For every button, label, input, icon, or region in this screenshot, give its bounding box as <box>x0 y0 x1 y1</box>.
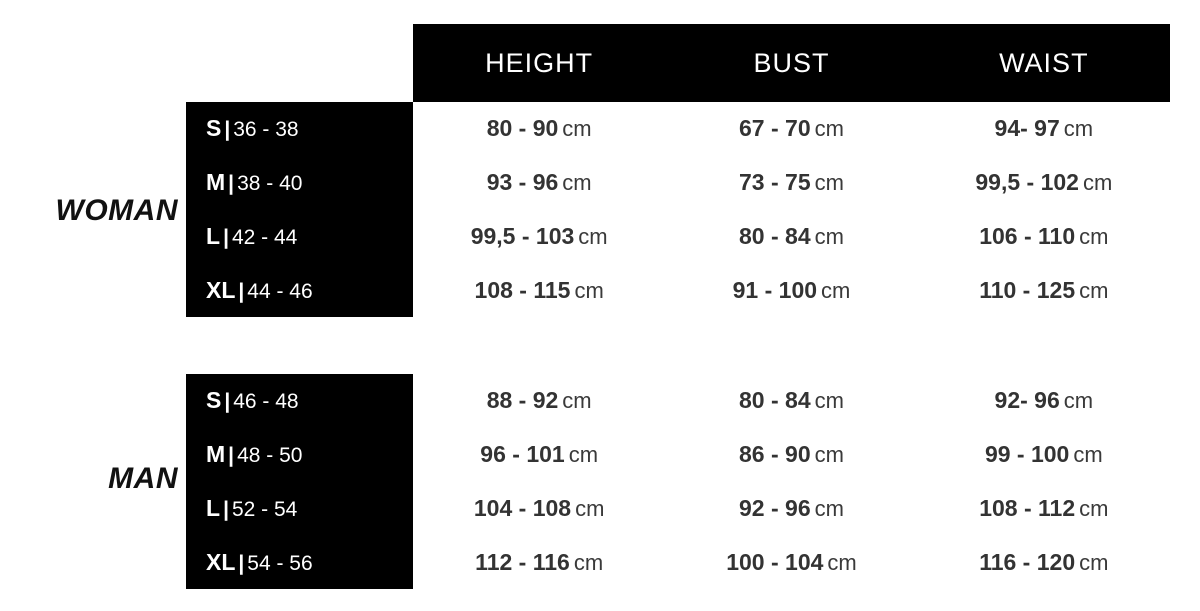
size-cell <box>186 495 413 522</box>
size-label: M <box>206 169 226 196</box>
height-unit: cm <box>562 170 592 196</box>
size-separator: | <box>238 551 245 575</box>
height-cell <box>413 169 665 196</box>
height-cell <box>413 441 665 468</box>
height-value: 104 - 108 <box>473 494 572 521</box>
size-cell <box>186 169 413 196</box>
height-unit: cm <box>578 223 608 249</box>
size-cell <box>186 115 413 142</box>
waist-unit: cm <box>1082 170 1113 196</box>
size-label: M <box>206 441 226 468</box>
table-row <box>186 102 1170 156</box>
table-body-woman <box>186 102 1170 317</box>
bust-unit: cm <box>814 442 844 468</box>
bust-value: 80 - 84 <box>739 222 811 249</box>
size-cell <box>186 277 413 304</box>
size-cell <box>186 441 413 468</box>
size-range: 44 - 46 <box>247 279 313 303</box>
height-value: 93 - 96 <box>486 169 559 196</box>
waist-value: 106 - 110 <box>979 222 1076 249</box>
waist-cell <box>918 549 1170 576</box>
bust-cell <box>665 495 917 522</box>
waist-value: 116 - 120 <box>979 548 1076 575</box>
size-range: 54 - 56 <box>247 551 313 575</box>
size-label: XL <box>206 276 236 303</box>
bust-cell <box>665 387 917 414</box>
height-unit: cm <box>573 549 604 575</box>
size-range: 46 - 48 <box>233 390 299 414</box>
size-range: 52 - 54 <box>231 497 298 521</box>
size-cell <box>186 387 413 414</box>
bust-value: 91 - 100 <box>732 276 818 303</box>
height-cell <box>413 549 665 576</box>
table-row <box>186 210 1170 264</box>
waist-unit: cm <box>1079 549 1109 575</box>
group-label-woman: WOMAN <box>55 194 178 227</box>
waist-cell <box>918 169 1170 196</box>
height-value: 80 - 90 <box>486 115 559 142</box>
bust-value: 80 - 84 <box>739 387 811 414</box>
column-header-height: HEIGHT <box>485 47 594 78</box>
size-range: 42 - 44 <box>231 225 298 249</box>
height-cell <box>413 115 665 142</box>
bust-cell <box>665 277 917 304</box>
column-header-waist: WAIST <box>999 47 1089 78</box>
height-cell <box>413 495 665 522</box>
waist-value: 92- 96 <box>994 387 1060 414</box>
bust-unit: cm <box>814 388 844 414</box>
size-separator: | <box>228 172 235 196</box>
size-range: 36 - 38 <box>233 118 299 142</box>
bust-unit: cm <box>814 223 844 249</box>
waist-unit: cm <box>1063 116 1094 142</box>
waist-unit: cm <box>1073 442 1103 468</box>
height-unit: cm <box>574 277 604 303</box>
waist-cell <box>918 495 1170 522</box>
waist-cell <box>918 115 1170 142</box>
height-cell <box>413 223 665 250</box>
table-row <box>186 263 1170 317</box>
table-row <box>186 428 1170 482</box>
waist-cell <box>918 441 1170 468</box>
height-unit: cm <box>575 495 605 521</box>
bust-cell <box>665 115 917 142</box>
size-label: XL <box>206 548 236 575</box>
bust-cell <box>665 223 917 250</box>
waist-cell <box>918 277 1170 304</box>
waist-cell <box>918 387 1170 414</box>
column-header-bust: BUST <box>753 47 830 78</box>
bust-unit: cm <box>814 116 844 142</box>
table-row <box>186 482 1170 536</box>
bust-value: 100 - 104 <box>726 548 824 575</box>
height-cell <box>413 387 665 414</box>
group-label-man: MAN <box>108 462 178 495</box>
bust-cell <box>665 169 917 196</box>
waist-value: 108 - 112 <box>979 494 1076 521</box>
size-label: L <box>206 494 221 521</box>
size-label: L <box>206 222 221 249</box>
size-separator: | <box>224 390 231 414</box>
size-cell <box>186 223 413 250</box>
size-range: 38 - 40 <box>237 172 303 196</box>
bust-value: 67 - 70 <box>739 115 811 142</box>
bust-cell <box>665 549 917 576</box>
size-range: 48 - 50 <box>237 444 303 468</box>
waist-unit: cm <box>1079 495 1109 521</box>
size-separator: | <box>223 225 229 249</box>
height-value: 112 - 116 <box>475 548 570 575</box>
height-value: 99,5 - 103 <box>470 222 575 249</box>
waist-cell <box>918 223 1170 250</box>
bust-unit: cm <box>814 170 844 196</box>
bust-unit: cm <box>827 549 857 575</box>
bust-unit: cm <box>814 495 844 521</box>
size-separator: | <box>223 497 229 521</box>
size-separator: | <box>238 279 245 303</box>
table-row <box>186 156 1170 210</box>
table-body-man <box>186 374 1170 589</box>
waist-value: 99 - 100 <box>984 441 1070 468</box>
height-value: 88 - 92 <box>486 387 559 414</box>
height-unit: cm <box>562 116 592 142</box>
bust-value: 92 - 96 <box>739 494 811 521</box>
height-value: 96 - 101 <box>480 441 565 468</box>
size-label: S <box>206 387 222 414</box>
height-cell <box>413 277 665 304</box>
bust-value: 86 - 90 <box>739 441 811 468</box>
size-separator: | <box>224 118 231 142</box>
waist-unit: cm <box>1063 388 1094 414</box>
table-row <box>186 535 1170 589</box>
waist-unit: cm <box>1079 223 1109 249</box>
size-separator: | <box>228 444 235 468</box>
waist-unit: cm <box>1079 277 1109 303</box>
table-row <box>186 374 1170 428</box>
height-unit: cm <box>562 388 592 414</box>
bust-cell <box>665 441 917 468</box>
table-header-row <box>413 24 1170 102</box>
waist-value: 94- 97 <box>994 115 1060 142</box>
waist-value: 110 - 125 <box>979 276 1076 303</box>
size-label: S <box>206 115 222 142</box>
height-unit: cm <box>568 442 599 468</box>
waist-value: 99,5 - 102 <box>975 169 1079 196</box>
bust-unit: cm <box>821 277 851 303</box>
bust-value: 73 - 75 <box>739 169 811 196</box>
height-value: 108 - 115 <box>474 276 571 303</box>
size-cell <box>186 549 413 576</box>
